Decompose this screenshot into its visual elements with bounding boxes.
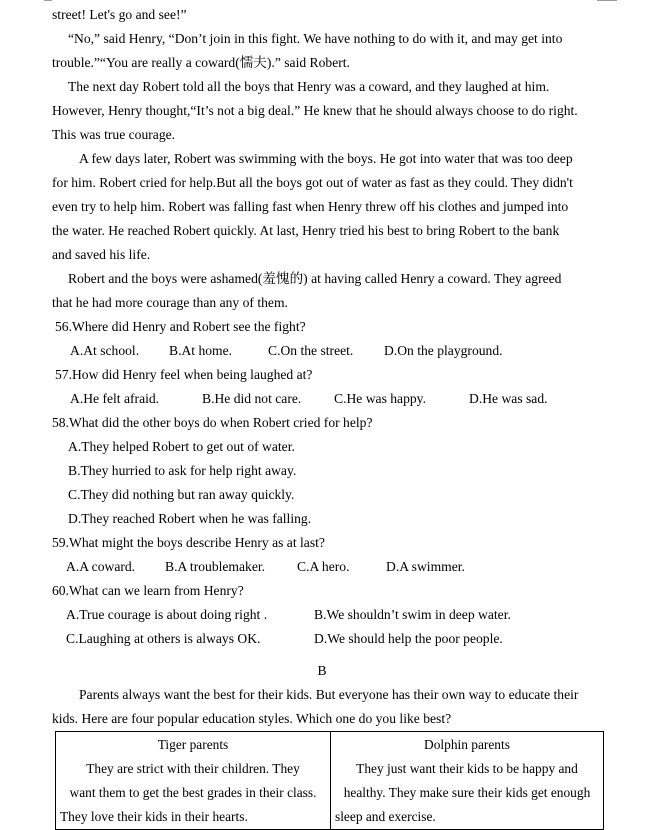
tiger-parents-text: want them to get the best grades in their class.	[69, 785, 317, 800]
option-d[interactable]: D.He was sad.	[469, 391, 548, 406]
top-rule-right	[597, 0, 617, 1]
passage-line: A few days later, Robert was swimming with the boys. He got into water that was too deep	[79, 151, 573, 166]
passage-line: even try to help him. Robert was falling fast when Henry threw off his clothes and jumped into	[52, 199, 569, 214]
option-a[interactable]: A.At school.	[70, 343, 140, 358]
question-60-options-row1	[52, 604, 612, 628]
tiger-parents-text: They are strict with their children. They	[86, 761, 300, 776]
question-57-options	[52, 388, 612, 412]
tiger-parents-title: Tiger parents	[157, 737, 229, 752]
passage-line: The next day Robert told all the boys that Henry was a coward, and they laughed at him.	[68, 79, 550, 94]
question-58-stem: 58.What did the other boys do when Robert cried for help?	[52, 415, 373, 430]
passage-line: Robert and the boys were ashamed(羞愧的) at having called Henry a coward. They agreed	[68, 271, 562, 286]
option-b[interactable]: B.At home.	[169, 343, 233, 358]
top-rule-left	[44, 0, 52, 1]
dolphin-parents-text: They just want their kids to be happy and	[356, 761, 578, 776]
passage-line: street! Let's go and see!”	[52, 7, 187, 22]
dolphin-parents-text: healthy. They make sure their kids get enough	[343, 785, 591, 800]
option-b[interactable]: B.He did not care.	[202, 391, 302, 406]
option-b[interactable]: B.They hurried to ask for help right away.	[68, 463, 297, 478]
option-a[interactable]: A.True courage is about doing right .	[66, 607, 268, 622]
option-c[interactable]: C.He was happy.	[334, 391, 426, 406]
passage-line: for him. Robert cried for help.But all the boys got out of water as fast as they could. They didn't	[52, 175, 573, 190]
passage-line: and saved his life.	[52, 247, 151, 262]
passage-line: However, Henry thought,“It’s not a big deal.” He knew that he should always choose to do right.	[52, 103, 578, 118]
passage-line: the water. He reached Robert quickly. At last, Henry tried his best to bring Robert to the bank	[52, 223, 560, 238]
passage-line: “No,” said Henry, “Don’t join in this fight. We have nothing to do with it, and may get into	[68, 31, 563, 46]
option-b[interactable]: B.A troublemaker.	[165, 559, 266, 574]
passage-line: trouble.”“You are really a coward(懦夫).” said Robert.	[52, 55, 350, 70]
passage-line: that he had more courage than any of them.	[52, 295, 288, 310]
question-59-stem: 59.What might the boys describe Henry as at last?	[52, 535, 325, 550]
option-d[interactable]: D.We should help the poor people.	[314, 631, 503, 646]
option-d[interactable]: D.They reached Robert when he was falling.	[68, 511, 312, 526]
option-c[interactable]: C.Laughing at others is always OK.	[66, 631, 261, 646]
section-b-heading: B	[317, 663, 327, 678]
tiger-parents-text: They love their kids in their hearts.	[60, 809, 248, 824]
question-60-stem: 60.What can we learn from Henry?	[52, 583, 244, 598]
parenting-styles-table	[55, 731, 604, 830]
dolphin-parents-title: Dolphin parents	[424, 737, 510, 752]
option-c[interactable]: C.A hero.	[297, 559, 350, 574]
question-57-stem: 57.How did Henry feel when being laughed at?	[55, 367, 313, 382]
option-c[interactable]: C.They did nothing but ran away quickly.	[68, 487, 295, 502]
section-b-paragraph: kids. Here are four popular education styles. Which one do you like best?	[52, 711, 452, 726]
question-56-stem: 56.Where did Henry and Robert see the fight?	[55, 319, 306, 334]
option-d[interactable]: D.On the playground.	[384, 343, 503, 358]
option-c[interactable]: C.On the street.	[268, 343, 354, 358]
option-b[interactable]: B.We shouldn’t swim in deep water.	[314, 607, 511, 622]
dolphin-parents-cell	[331, 732, 604, 830]
option-a[interactable]: A.A coward.	[66, 559, 136, 574]
option-a[interactable]: A.He felt afraid.	[70, 391, 160, 406]
option-a[interactable]: A.They helped Robert to get out of water.	[68, 439, 295, 454]
section-b-paragraph: Parents always want the best for their kids. But everyone has their own way to educate their	[79, 687, 579, 702]
tiger-parents-cell	[56, 732, 331, 830]
dolphin-parents-text: sleep and exercise.	[335, 809, 436, 824]
passage-line: This was true courage.	[52, 127, 176, 142]
question-60-options-row2	[52, 628, 612, 652]
document-page	[52, 4, 612, 732]
question-59-options	[52, 556, 612, 580]
option-d[interactable]: D.A swimmer.	[386, 559, 465, 574]
question-56-options	[52, 340, 612, 364]
